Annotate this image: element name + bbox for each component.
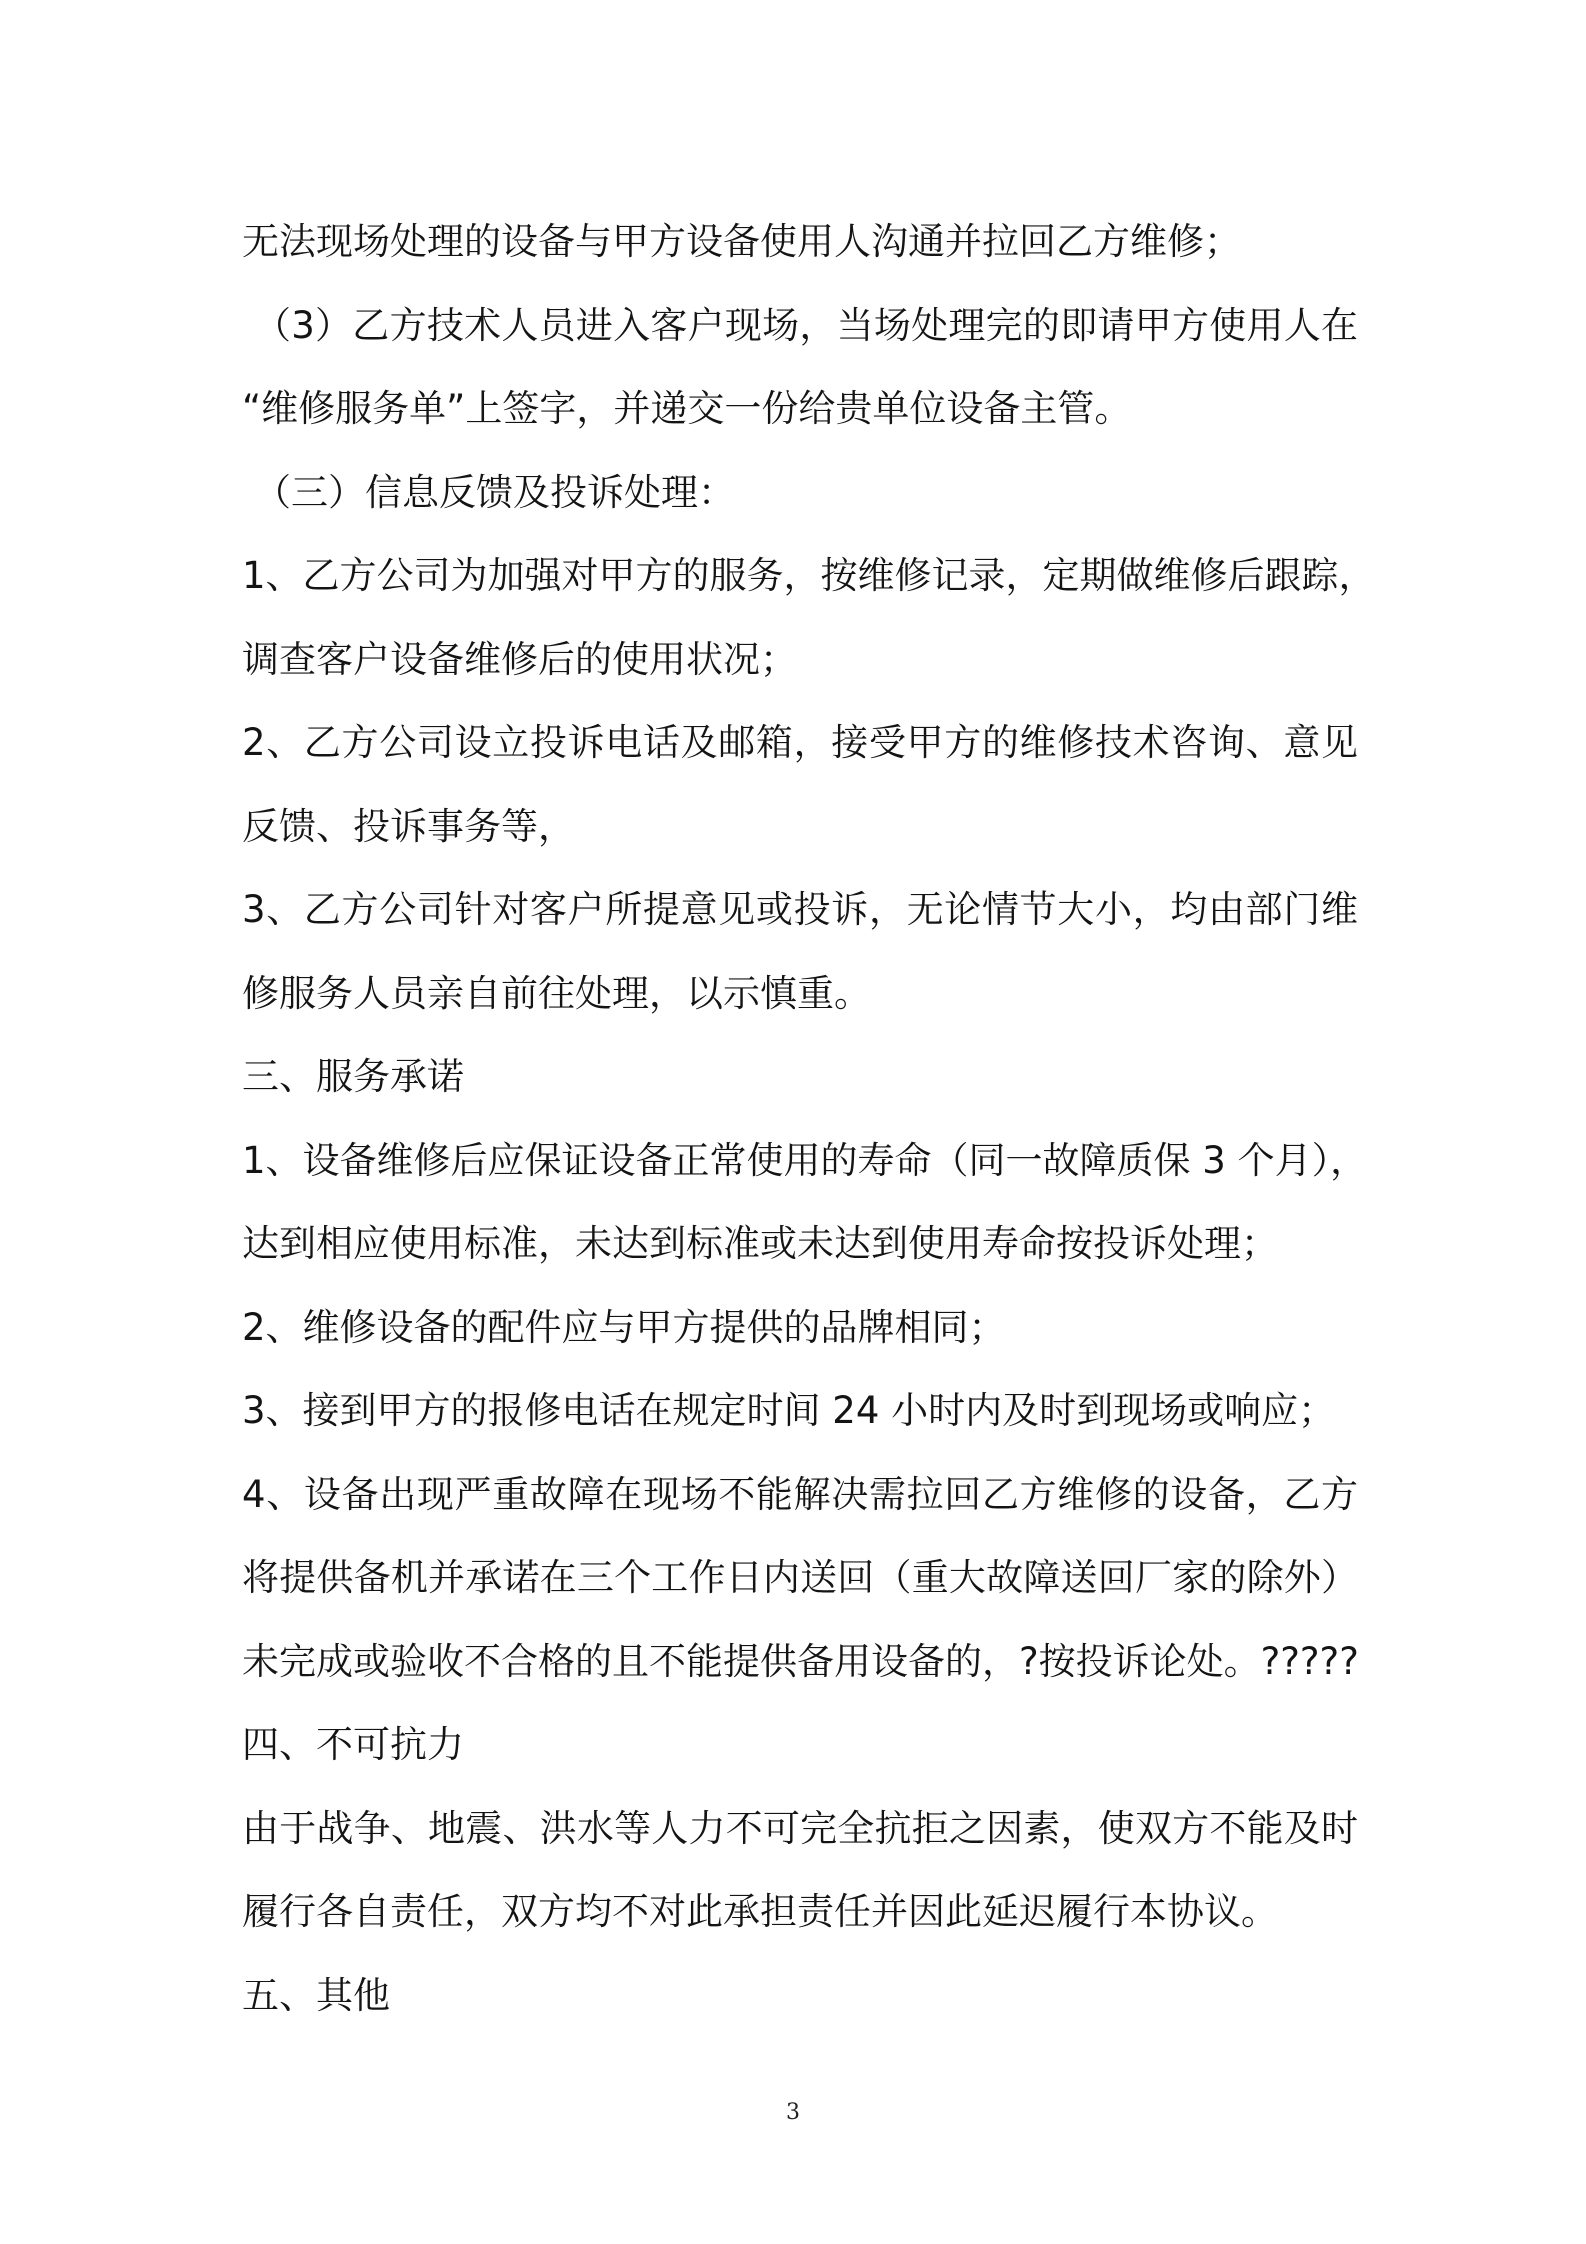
section-heading: 四、不可抗力 xyxy=(242,1723,464,1766)
paragraph-line: 无法现场处理的设备与甲方设备使用人沟通并拉回乙方维修； xyxy=(242,220,1241,263)
paragraph-line: 反馈、投诉事务等， xyxy=(242,804,575,848)
paragraph-line: 达到相应使用标准，未达到标准或未达到使用寿命按投诉处理； xyxy=(242,1222,1278,1265)
paragraph-line: 调查客户设备维修后的使用状况； xyxy=(242,637,797,681)
section-heading: 五、其他 xyxy=(242,1973,390,2017)
paragraph-line: 由于战争、地震、洪水等人力不可完全抗拒之因素，使双方不能及时 xyxy=(242,1806,1358,1850)
paragraph-line: 2、乙方公司设立投诉电话及邮箱，接受甲方的维修技术咨询、意见 xyxy=(242,721,1358,764)
section-heading: （三）信息反馈及投诉处理： xyxy=(254,470,735,514)
paragraph-line: 4、设备出现严重故障在现场不能解决需拉回乙方维修的设备，乙方 xyxy=(242,1472,1358,1516)
paragraph-line: 1、设备维修后应保证设备正常使用的寿命（同一故障质保 3 个月）， xyxy=(242,1138,1368,1182)
page-number: 3 xyxy=(786,2100,800,2125)
paragraph-line: 3、接到甲方的报修电话在规定时间 24 小时内及时到现场或响应； xyxy=(242,1389,1336,1432)
paragraph-line: 修服务人员亲自前往处理，以示慎重。 xyxy=(242,971,871,1015)
paragraph-line: 未完成或验收不合格的且不能提供备用设备的，?按投诉论处。????? xyxy=(242,1639,1359,1683)
paragraph-line: 将提供备机并承诺在三个工作日内送回（重大故障送回厂家的除外） xyxy=(242,1556,1358,1599)
paragraph-line: 2、维修设备的配件应与甲方提供的品牌相同； xyxy=(242,1305,1006,1349)
paragraph-line: 履行各自责任，双方均不对此承担责任并因此延迟履行本协议。 xyxy=(242,1890,1278,1933)
paragraph-line: 3、乙方公司针对客户所提意见或投诉，无论情节大小，均由部门维 xyxy=(242,888,1358,931)
document-body xyxy=(242,200,1376,2037)
paragraph-line: 1、乙方公司为加强对甲方的服务，按维修记录，定期做维修后跟踪， xyxy=(242,554,1376,597)
section-heading: 三、服务承诺 xyxy=(242,1055,464,1098)
paragraph-line: “维修服务单”上签字，并递交一份给贵单位设备主管。 xyxy=(242,387,1132,430)
paragraph-line: （3）乙方技术人员进入客户现场，当场处理完的即请甲方使用人在 xyxy=(254,303,1358,347)
